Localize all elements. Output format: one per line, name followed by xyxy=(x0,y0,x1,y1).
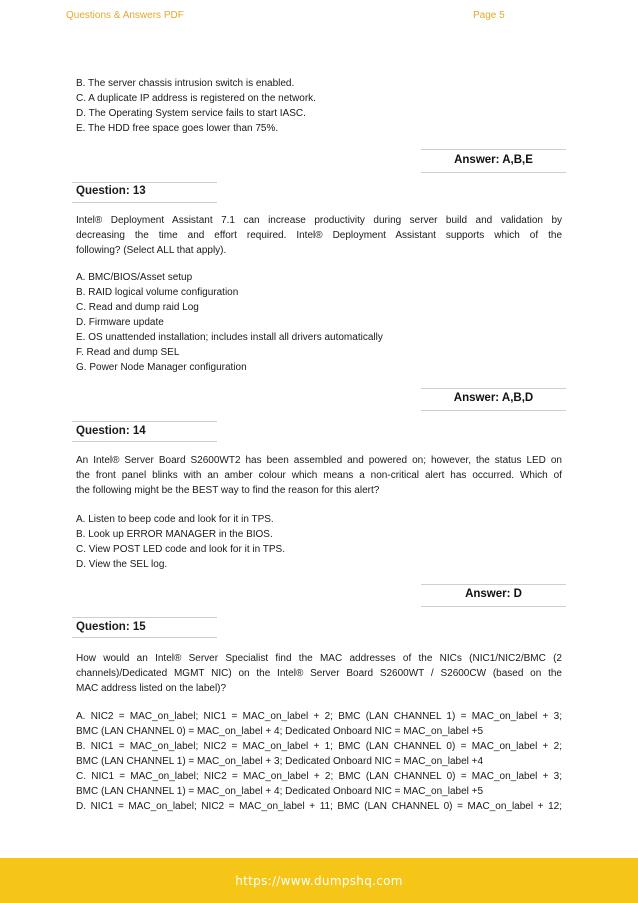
text-line: An Intel® Server Board S2600WT2 has been assembled and powered on; however, the status LED on xyxy=(76,455,562,466)
option: D. View the SEL log. xyxy=(76,559,168,570)
divider xyxy=(421,584,566,585)
answer-12: Answer: A,B,E xyxy=(454,154,533,166)
text-line: channels)/Dedicated MGMT NIC) on the Intel® Server Board S2600WT / S2600CW (based on the xyxy=(76,668,562,679)
divider xyxy=(72,637,217,638)
option: BMC (LAN CHANNEL 1) = MAC_on_label + 4; Dedicated Onboard NIC = MAC_on_label +5 xyxy=(76,786,484,797)
option: B. The server chassis intrusion switch is enabled. xyxy=(76,78,295,89)
option: A. NIC2 = MAC_on_label; NIC1 = MAC_on_label + 2; BMC (LAN CHANNEL 1) = MAC_on_label + 3; xyxy=(76,711,562,722)
option: C. Read and dump raid Log xyxy=(76,302,199,313)
text-line: the following might be the BEST way to find the reason for this alert? xyxy=(76,485,380,496)
divider xyxy=(421,172,566,173)
text-line: decreasing the time and effort required. Intel® Deployment Assistant supports which of the xyxy=(76,230,562,241)
option: E. The HDD free space goes lower than 75%. xyxy=(76,123,279,134)
divider xyxy=(72,441,217,442)
text-line: following? (Select ALL that apply). xyxy=(76,245,227,256)
option: A. BMC/BIOS/Asset setup xyxy=(76,272,193,283)
text-line: the front panel blinks with an amber colour which means a non-critical alert has occurred. Which of xyxy=(76,470,562,481)
footer-link[interactable]: https://www.dumpshq.com xyxy=(235,874,403,888)
question-15-title: Question: 15 xyxy=(76,621,146,633)
option: F. Read and dump SEL xyxy=(76,347,180,358)
question-14-options xyxy=(76,512,285,572)
divider xyxy=(421,606,566,607)
text-line: How would an Intel® Server Specialist find the MAC addresses of the NICs (NIC1/NIC2/BMC (2 xyxy=(76,653,562,664)
option: BMC (LAN CHANNEL 0) = MAC_on_label + 4; Dedicated Onboard NIC = MAC_on_label +5 xyxy=(76,726,484,737)
text-line: MAC address listed on the label)? xyxy=(76,683,227,694)
option: C. A duplicate IP address is registered on the network. xyxy=(76,93,316,104)
option: C. View POST LED code and look for it in TPS. xyxy=(76,544,285,555)
divider xyxy=(72,202,217,203)
question-13-options xyxy=(76,270,383,375)
answer-14: Answer: D xyxy=(465,588,522,600)
option: C. NIC1 = MAC_on_label; NIC2 = MAC_on_label + 2; BMC (LAN CHANNEL 0) = MAC_on_label + 3; xyxy=(76,771,562,782)
question-15-text xyxy=(76,651,562,696)
text-line: Intel® Deployment Assistant 7.1 can increase productivity during server build and validation by xyxy=(76,215,562,226)
option: D. NIC1 = MAC_on_label; NIC2 = MAC_on_label + 11; BMC (LAN CHANNEL 0) = MAC_on_label + 12; xyxy=(76,801,562,812)
divider xyxy=(421,388,566,389)
question-13-title: Question: 13 xyxy=(76,185,146,197)
question-13-text xyxy=(76,213,562,258)
page-number: Page 5 xyxy=(473,10,505,21)
question-14-text xyxy=(76,453,562,498)
divider xyxy=(72,617,217,618)
question-15-options xyxy=(76,709,562,814)
option: B. NIC1 = MAC_on_label; NIC2 = MAC_on_label + 1; BMC (LAN CHANNEL 0) = MAC_on_label + 2; xyxy=(76,741,562,752)
question-14-title: Question: 14 xyxy=(76,425,146,437)
option: D. The Operating System service fails to start IASC. xyxy=(76,108,306,119)
option: B. RAID logical volume configuration xyxy=(76,287,239,298)
footer-bar xyxy=(0,858,638,903)
answer-13: Answer: A,B,D xyxy=(453,392,534,404)
divider xyxy=(72,421,217,422)
divider xyxy=(421,410,566,411)
option: B. Look up ERROR MANAGER in the BIOS. xyxy=(76,529,273,540)
prev-question-options xyxy=(76,76,316,136)
option: E. OS unattended installation; includes install all drivers automatically xyxy=(76,332,383,343)
header-title: Questions & Answers PDF xyxy=(66,10,184,21)
option: A. Listen to beep code and look for it in TPS. xyxy=(76,514,274,525)
option: D. Firmware update xyxy=(76,317,164,328)
option: G. Power Node Manager configuration xyxy=(76,362,247,373)
option: BMC (LAN CHANNEL 1) = MAC_on_label + 3; Dedicated Onboard NIC = MAC_on_label +4 xyxy=(76,756,484,767)
divider xyxy=(421,149,566,150)
divider xyxy=(72,182,217,183)
